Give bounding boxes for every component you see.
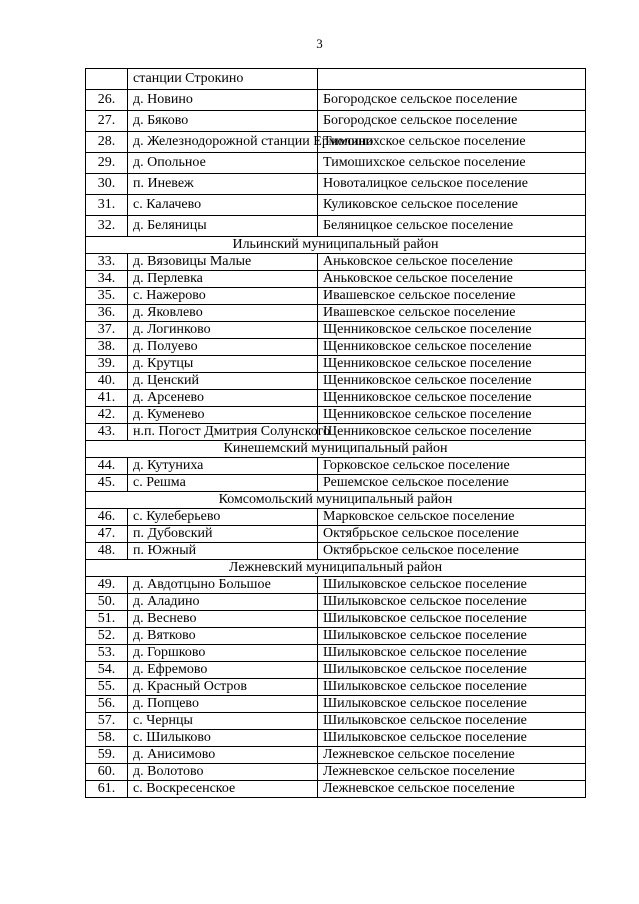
settlement-name: Октябрьское сельское поселение	[318, 543, 586, 560]
settlement-name: Щенниковское сельское поселение	[318, 322, 586, 339]
settlement-name: Лежневское сельское поселение	[318, 747, 586, 764]
place-name: д. Вятково	[128, 628, 318, 645]
settlement-name: Тимошихское сельское поселение	[318, 132, 586, 153]
place-name: д. Анисимово	[128, 747, 318, 764]
table-row	[86, 679, 586, 696]
place-name: д. Арсенево	[128, 390, 318, 407]
row-number: 34.	[86, 271, 128, 288]
place-name: п. Дубовский	[128, 526, 318, 543]
row-number: 30.	[86, 174, 128, 195]
row-number: 45.	[86, 475, 128, 492]
region-row	[86, 492, 586, 509]
region-heading: Комсомольский муниципальный район	[86, 492, 586, 509]
table-row	[86, 526, 586, 543]
place-name: д. Волотово	[128, 764, 318, 781]
settlement-name: Шилыковское сельское поселение	[318, 662, 586, 679]
settlement-name: Щенниковское сельское поселение	[318, 373, 586, 390]
row-number: 43.	[86, 424, 128, 441]
table-row	[86, 662, 586, 679]
table-row	[86, 696, 586, 713]
table-row	[86, 174, 586, 195]
table-row	[86, 475, 586, 492]
page-number: 3	[316, 36, 323, 51]
settlement-name: Аньковское сельское поселение	[318, 271, 586, 288]
row-number: 50.	[86, 594, 128, 611]
place-name: с. Чернцы	[128, 713, 318, 730]
table-row	[86, 271, 586, 288]
table-row	[86, 730, 586, 747]
table-row	[86, 69, 586, 90]
settlement-name: Шилыковское сельское поселение	[318, 645, 586, 662]
place-name: с. Калачево	[128, 195, 318, 216]
table-row	[86, 339, 586, 356]
row-number: 31.	[86, 195, 128, 216]
table-row	[86, 216, 586, 237]
settlement-name: Ивашевское сельское поселение	[318, 288, 586, 305]
region-row	[86, 237, 586, 254]
place-name: д. Кутуниха	[128, 458, 318, 475]
settlement-name: Шилыковское сельское поселение	[318, 713, 586, 730]
table-row	[86, 195, 586, 216]
settlement-name: Щенниковское сельское поселение	[318, 356, 586, 373]
place-name: д. Железнодорожной станции Ермолино	[128, 132, 318, 153]
settlement-name: Щенниковское сельское поселение	[318, 407, 586, 424]
row-number: 32.	[86, 216, 128, 237]
table-row	[86, 407, 586, 424]
place-name: с. Воскресенское	[128, 781, 318, 798]
table-row	[86, 611, 586, 628]
row-number: 27.	[86, 111, 128, 132]
settlement-name: Марковское сельское поселение	[318, 509, 586, 526]
table-row	[86, 322, 586, 339]
place-name: д. Бяково	[128, 111, 318, 132]
table-row	[86, 90, 586, 111]
settlement-name	[318, 69, 586, 90]
place-name: д. Ефремово	[128, 662, 318, 679]
settlement-name: Шилыковское сельское поселение	[318, 696, 586, 713]
settlement-name: Богородское сельское поселение	[318, 90, 586, 111]
table-row	[86, 132, 586, 153]
place-name: д. Логинково	[128, 322, 318, 339]
row-number: 53.	[86, 645, 128, 662]
row-number: 60.	[86, 764, 128, 781]
place-name: п. Иневеж	[128, 174, 318, 195]
row-number: 44.	[86, 458, 128, 475]
region-row	[86, 441, 586, 458]
row-number	[86, 69, 128, 90]
place-name: д. Горшково	[128, 645, 318, 662]
region-row	[86, 560, 586, 577]
row-number: 48.	[86, 543, 128, 560]
row-number: 41.	[86, 390, 128, 407]
table-row	[86, 390, 586, 407]
settlement-name: Богородское сельское поселение	[318, 111, 586, 132]
row-number: 57.	[86, 713, 128, 730]
row-number: 42.	[86, 407, 128, 424]
row-number: 52.	[86, 628, 128, 645]
settlement-name: Щенниковское сельское поселение	[318, 390, 586, 407]
table-row	[86, 543, 586, 560]
row-number: 36.	[86, 305, 128, 322]
place-name: с. Решма	[128, 475, 318, 492]
row-number: 37.	[86, 322, 128, 339]
settlement-name: Тимошихское сельское поселение	[318, 153, 586, 174]
settlement-name: Шилыковское сельское поселение	[318, 679, 586, 696]
settlement-name: Лежневское сельское поселение	[318, 781, 586, 798]
row-number: 49.	[86, 577, 128, 594]
table-row	[86, 764, 586, 781]
table-row	[86, 458, 586, 475]
place-name: с. Нажерово	[128, 288, 318, 305]
place-name: д. Вязовицы Малые	[128, 254, 318, 271]
settlement-name: Шилыковское сельское поселение	[318, 730, 586, 747]
row-number: 56.	[86, 696, 128, 713]
table-row	[86, 305, 586, 322]
settlement-name: Щенниковское сельское поселение	[318, 424, 586, 441]
place-name: д. Яковлево	[128, 305, 318, 322]
row-number: 28.	[86, 132, 128, 153]
settlement-name: Ивашевское сельское поселение	[318, 305, 586, 322]
row-number: 55.	[86, 679, 128, 696]
table-row	[86, 645, 586, 662]
settlement-name: Лежневское сельское поселение	[318, 764, 586, 781]
row-number: 47.	[86, 526, 128, 543]
row-number: 59.	[86, 747, 128, 764]
place-name: станции Строкино	[128, 69, 318, 90]
settlement-name: Беляницкое сельское поселение	[318, 216, 586, 237]
table-row	[86, 288, 586, 305]
table-row	[86, 577, 586, 594]
settlement-name: Новоталицкое сельское поселение	[318, 174, 586, 195]
row-number: 40.	[86, 373, 128, 390]
settlement-name: Октябрьское сельское поселение	[318, 526, 586, 543]
row-number: 58.	[86, 730, 128, 747]
row-number: 33.	[86, 254, 128, 271]
place-name: д. Авдотцыно Большое	[128, 577, 318, 594]
place-name: п. Южный	[128, 543, 318, 560]
settlement-name: Шилыковское сельское поселение	[318, 577, 586, 594]
place-name: д. Крутцы	[128, 356, 318, 373]
place-name: д. Ценский	[128, 373, 318, 390]
table-row	[86, 747, 586, 764]
place-name: д. Опольное	[128, 153, 318, 174]
settlement-name: Шилыковское сельское поселение	[318, 628, 586, 645]
settlement-name: Горковское сельское поселение	[318, 458, 586, 475]
place-name: д. Перлевка	[128, 271, 318, 288]
table-row	[86, 373, 586, 390]
row-number: 39.	[86, 356, 128, 373]
settlement-name: Щенниковское сельское поселение	[318, 339, 586, 356]
place-name: д. Полуево	[128, 339, 318, 356]
place-name: д. Беляницы	[128, 216, 318, 237]
table-row	[86, 153, 586, 174]
row-number: 38.	[86, 339, 128, 356]
row-number: 35.	[86, 288, 128, 305]
row-number: 29.	[86, 153, 128, 174]
place-name: д. Красный Остров	[128, 679, 318, 696]
settlements-table	[85, 68, 586, 798]
table-row	[86, 424, 586, 441]
row-number: 54.	[86, 662, 128, 679]
table-row	[86, 111, 586, 132]
table-row	[86, 628, 586, 645]
place-name: д. Веснево	[128, 611, 318, 628]
place-name: д. Куменево	[128, 407, 318, 424]
table-row	[86, 594, 586, 611]
place-name: д. Новино	[128, 90, 318, 111]
region-heading: Ильинский муниципальный район	[86, 237, 586, 254]
table-row	[86, 713, 586, 730]
region-heading: Кинешемский муниципальный район	[86, 441, 586, 458]
table-row	[86, 254, 586, 271]
settlement-name: Аньковское сельское поселение	[318, 254, 586, 271]
row-number: 51.	[86, 611, 128, 628]
row-number: 46.	[86, 509, 128, 526]
place-name: с. Шилыково	[128, 730, 318, 747]
place-name: н.п. Погост Дмитрия Солунского	[128, 424, 318, 441]
settlement-name: Решемское сельское поселение	[318, 475, 586, 492]
region-heading: Лежневский муниципальный район	[86, 560, 586, 577]
settlement-name: Шилыковское сельское поселение	[318, 611, 586, 628]
settlement-name: Шилыковское сельское поселение	[318, 594, 586, 611]
table-row	[86, 356, 586, 373]
row-number: 26.	[86, 90, 128, 111]
row-number: 61.	[86, 781, 128, 798]
place-name: с. Кулеберьево	[128, 509, 318, 526]
place-name: д. Попцево	[128, 696, 318, 713]
settlement-name: Куликовское сельское поселение	[318, 195, 586, 216]
place-name: д. Аладино	[128, 594, 318, 611]
table-row	[86, 509, 586, 526]
table-row	[86, 781, 586, 798]
